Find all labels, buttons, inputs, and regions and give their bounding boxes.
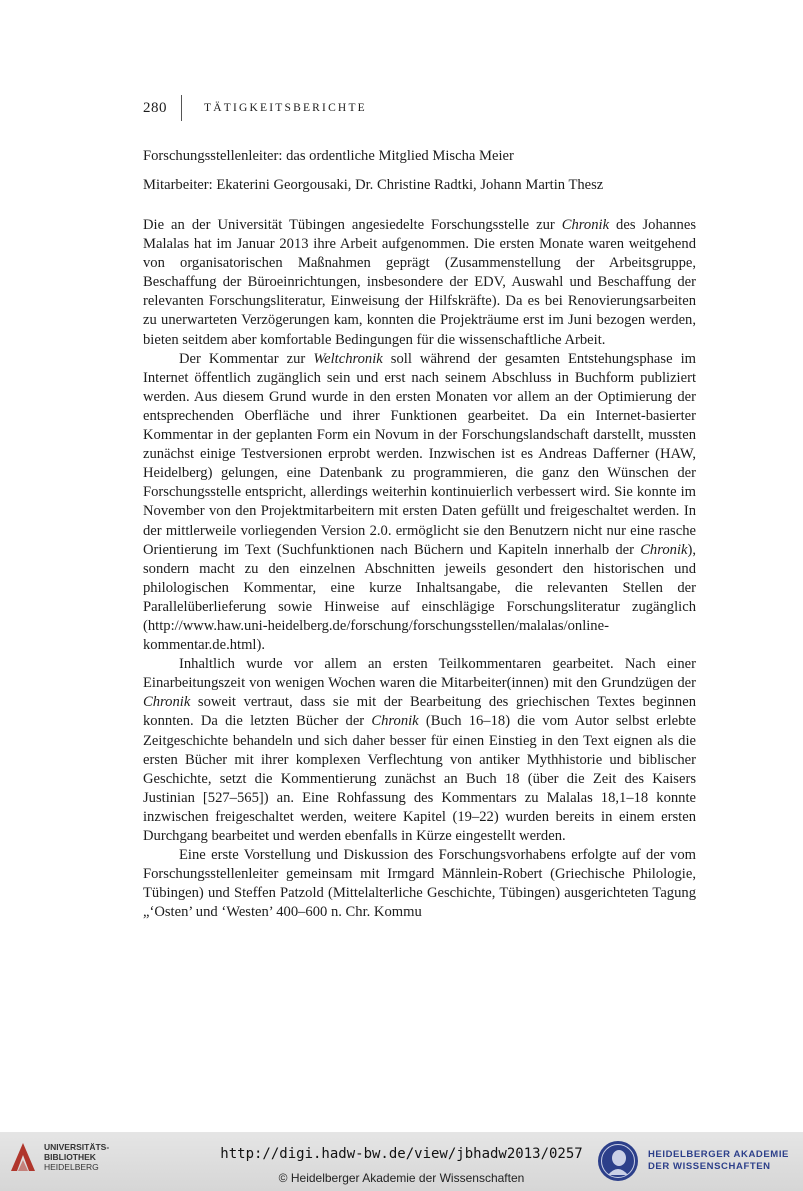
- work-title: Chronik: [143, 694, 191, 711]
- permalink-url[interactable]: http://digi.hadw-bw.de/view/jbhadw2013/0257: [220, 1146, 583, 1162]
- hadw-logo[interactable]: [596, 1139, 789, 1183]
- paragraph-text: (Buch 16–18) die vom Autor selbst erlebte Zeitgeschichte behandeln und sich daher besser für einen Einstieg in den Text eignen als die ersten Bücher mit ihrer komplexen Verflechtung von antiker Mythhistorie und biblischer Geschichte, setzt die Kommentierung zunächst an Buch 18 (über die Zeit des Kaisers Justinian [527–565]) an. Eine Rohfassung des Kommentars zu Malalas 18,1–18 konnte inzwischen freigeschaltet werden, weitere Kapitel (19–22) wurden bereits in einem ersten Durchgang bearbeitet und werden ebenfalls in Kürze eingestellt werden.: [143, 713, 696, 844]
- paragraph-text: des Johannes Malalas hat im Januar 2013 ihre Arbeit aufgenommen. Die ersten Monate waren weitgehend von organisatorischen Maßnahmen geprägt (Zusammenstellung der Arbeitsgruppe, Beschaffung der Büroeinrichtungen, insbesondere der EDV, Auswahl und Beschaffung der relevanten Forschungsliteratur, Einweisung der Hilfskräfte). Da es bei Renovierungsarbeiten zu unerwarteten Verzögerungen kam, konnten die Projekträume erst im Juni bezogen werden, bieten seitdem aber komfortable Bedingungen für die wissenschaftliche Arbeit.: [143, 217, 696, 348]
- copyright-notice: © Heidelberger Akademie der Wissenschaften: [278, 1171, 525, 1185]
- work-title: Weltchronik: [313, 350, 383, 367]
- paragraph-text: soweit vertraut, dass sie mit der Bearbeitung des griechischen Textes beginnen konnten. Da die letzten Bücher der: [143, 694, 696, 730]
- paragraph-text: ), sondern macht zu den einzelnen Abschnitten jeweils gesondert den historischen und philologischen Kommentar, eine kurze Inhaltsangabe, die relevanten Stellen der Parallelüberlieferung sowie Hinweise auf einschlägige Forschungsliteratur zugänglich (http://www.haw.uni-heidelberg.de/forschung/forschungsstellen/malalas/online-kommentar.de.html).: [143, 541, 696, 654]
- report-body: [143, 216, 696, 922]
- hadw-seal-icon: [596, 1139, 640, 1183]
- paragraph-2: [143, 350, 696, 656]
- work-title: Chronik: [371, 713, 419, 730]
- paragraph-4: [143, 846, 696, 922]
- research-lead-line: Forschungsstellenleiter: das ordentliche Mitglied Mischa Meier: [143, 148, 514, 164]
- page-header: [143, 96, 367, 120]
- running-title: TÄTIGKEITSBERICHTE: [204, 102, 367, 114]
- paragraph-text: Inhaltlich wurde vor allem an ersten Teilkommentaren gearbeitet. Nach einer Einarbeitungszeit von wenigen Wochen waren die Mitarbeiter(innen) mit den Grundzügen der: [143, 656, 696, 692]
- ub-logo-line: HEIDELBERG: [44, 1162, 99, 1172]
- hadw-logo-text: [648, 1149, 789, 1173]
- paragraph-3: [143, 655, 696, 846]
- ub-logo-line: UNIVERSITÄTS-: [44, 1142, 110, 1152]
- paragraph-text: Eine erste Vorstellung und Diskussion des Forschungsvorhabens erfolgte auf der vom Forschungsstellenleiter gemeinsam mit Irmgard Männlein-Robert (Griechische Philologie, Tübingen) und Steffen Patzold (Mittelalterliche Geschichte, Tübingen) ausgerichteten Tagung „‘Osten’ und ‘Westen’ 400–600 n. Chr. Kommu: [143, 847, 696, 921]
- hadw-logo-line: HEIDELBERGER AKADEMIE: [647, 1149, 789, 1160]
- hadw-logo-line: DER WISSENSCHAFTEN: [647, 1161, 771, 1172]
- digitization-footer: [0, 1132, 803, 1191]
- paragraph-text: Die an der Universität Tübingen angesiedelte Forschungsstelle zur: [143, 217, 562, 233]
- page-number: 280: [143, 99, 167, 116]
- ub-logo-line: BIBLIOTHEK: [44, 1152, 96, 1162]
- staff-line: Mitarbeiter: Ekaterini Georgousaki, Dr. Christine Radtki, Johann Martin Thesz: [143, 177, 604, 193]
- paragraph-text: Der Kommentar zur: [179, 350, 314, 367]
- header-divider: [181, 95, 182, 121]
- paragraph-1: [143, 216, 696, 350]
- work-title: Chronik: [640, 541, 688, 558]
- paragraph-text: soll während der gesamten Entstehungsphase im Internet öffentlich zugänglich sein und erst nach seinem Abschluss in Buchform publiziert werden. Aus diesem Grund wurde in den ersten Monaten vor allem an der Optimierung der entsprechenden Oberfläche und ihrer Funktionen gearbeitet. Da ein Internet-basierter Kommentar in der geplanten Form ein Novum in der Forschungslandschaft darstellt, mussten zunächst einige Testversionen erprobt werden. Inzwischen ist es Andreas Dafferner (HAW, Heidelberg) gelungen, eine Datenbank zu programmieren, die ganz den Wünschen der Forschungsstelle entspricht, allerdings weiterhin kontinuierlich verbessert wird. Sie konnte im November von den Projektmitarbeitern mit ersten Daten gefüllt und freigeschaltet werden. In der mittlerweile vorliegenden Version 2.0. ermöglicht sie den Benutzern nicht nur eine rasche Orientierung im Text (Suchfunktionen nach Büchern und Kapiteln innerhalb der: [143, 350, 696, 558]
- work-title: Chronik: [561, 217, 610, 233]
